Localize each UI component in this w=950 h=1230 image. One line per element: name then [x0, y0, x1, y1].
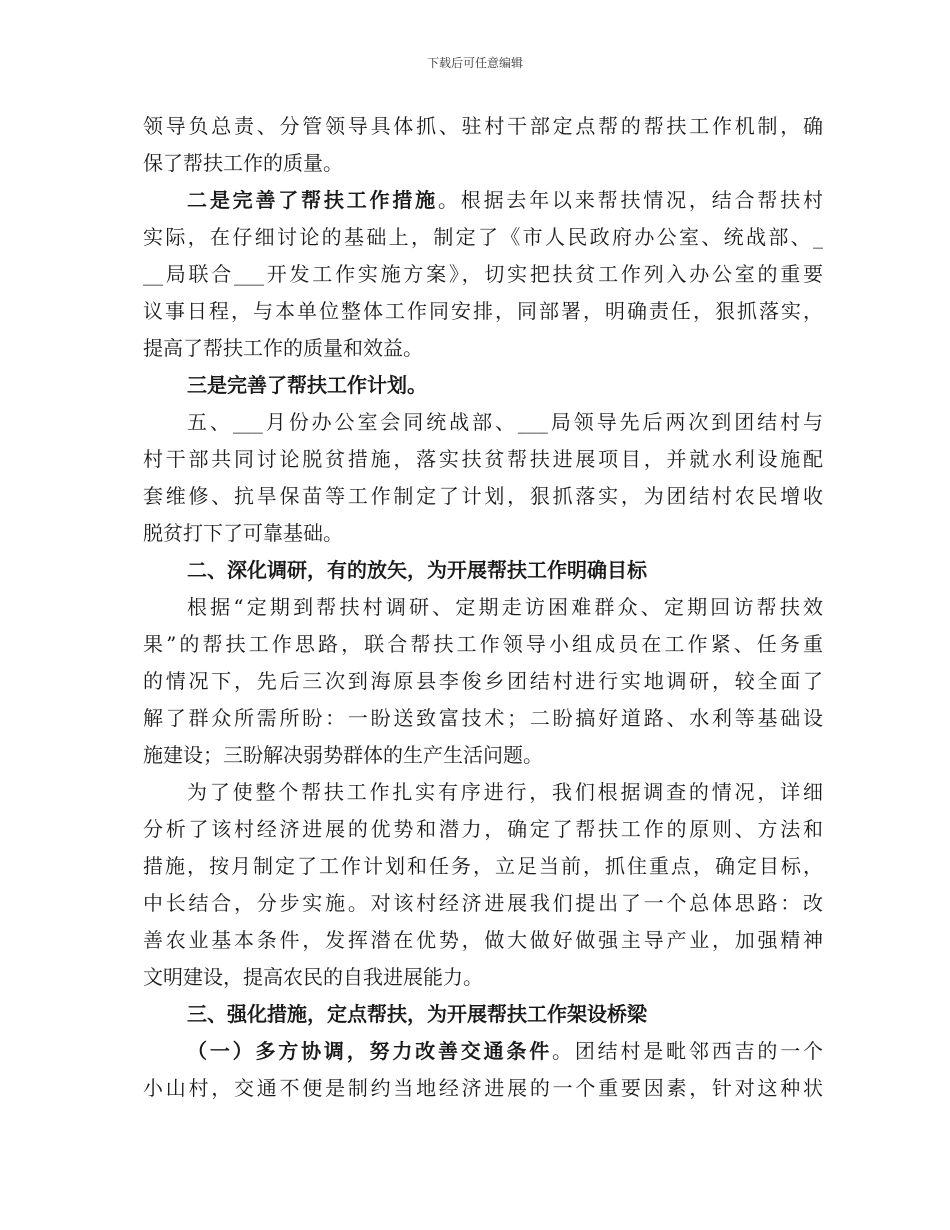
paragraph-line [143, 1033, 823, 1070]
paragraph-line: 提高了帮扶工作的质量和效益。 [143, 336, 423, 360]
paragraph-line: 套维修、抗旱保苗等工作制定了计划，狠抓落实，为团结村农民增收 [143, 484, 823, 508]
paragraph-line: 施建设；三盼解决弱势群体的生产生活问题。 [143, 743, 543, 767]
paragraph-line: 实际，在仔细讨论的基础上，制定了《市人民政府办公室、统战部、_ [143, 225, 823, 249]
paragraph-line: 五、___月份办公室会同统战部、___局领导先后两次到团结村与 [187, 410, 823, 434]
paragraph-line: 保了帮扶工作的质量。 [143, 151, 343, 175]
section-heading: 二、深化调研，有的放矢，为开展帮扶工作明确目标 [187, 558, 647, 582]
paragraph-text: 。团结村是毗邻西吉的一个 [552, 1039, 824, 1063]
paragraph-lead: （一）多方协调，努力改善交通条件 [187, 1039, 553, 1063]
paragraph-text: 。根据去年以来帮扶情况，结合帮扶村 [437, 188, 824, 212]
paragraph-line: __局联合___开发工作实施方案》，切实把扶贫工作列入办公室的重要 [143, 262, 823, 286]
paragraph-line: 议事日程，与本单位整体工作同安排，同部署，明确责任，狠抓落实， [143, 299, 823, 323]
paragraph-line: 中长结合，分步实施。对该村经济进展我们提出了一个总体思路：改 [143, 891, 823, 915]
section-heading: 三、强化措施，定点帮扶，为开展帮扶工作架设桥梁 [187, 1002, 647, 1026]
page-header: 下载后可任意编辑 [426, 56, 523, 70]
paragraph-line: 善农业基本条件，发挥潜在优势，做大做好做强主导产业，加强精神 [143, 928, 823, 952]
paragraph-line: 领导负总责、分管领导具体抓、驻村干部定点帮的帮扶工作机制，确 [143, 114, 823, 138]
paragraph-lead: 二是完善了帮扶工作措施 [187, 188, 438, 212]
paragraph-line: 脱贫打下了可靠基础。 [143, 521, 343, 545]
paragraph-line: 文明建设，提高农民的自我进展能力。 [143, 965, 483, 989]
paragraph-line: 果”的帮扶工作思路，联合帮扶工作领导小组成员在工作紧、任务重 [143, 632, 823, 656]
paragraph-line: 小山村，交通不便是制约当地经济进展的一个重要因素，针对这种状 [143, 1076, 823, 1100]
paragraph-line: 村干部共同讨论脱贫措施，落实扶贫帮扶进展项目，并就水利设施配 [143, 447, 823, 471]
paragraph-line [143, 182, 823, 219]
paragraph-line: 分析了该村经济进展的优势和潜力，确定了帮扶工作的原则、方法和 [143, 817, 823, 841]
paragraph-line: 为了使整个帮扶工作扎实有序进行，我们根据调查的情况，详细 [187, 780, 823, 804]
paragraph-line: 措施，按月制定了工作计划和任务，立足当前，抓住重点，确定目标， [143, 854, 823, 878]
paragraph-line: 解了群众所需所盼：一盼送致富技术；二盼搞好道路、水利等基础设 [143, 706, 823, 730]
paragraph-line: 根据“定期到帮扶村调研、定期走访困难群众、定期回访帮扶效 [187, 595, 823, 619]
document-body [143, 108, 823, 1107]
paragraph-line: 的情况下，先后三次到海原县李俊乡团结村进行实地调研，较全面了 [143, 669, 823, 693]
paragraph-lead: 三是完善了帮扶工作计划。 [187, 373, 427, 397]
